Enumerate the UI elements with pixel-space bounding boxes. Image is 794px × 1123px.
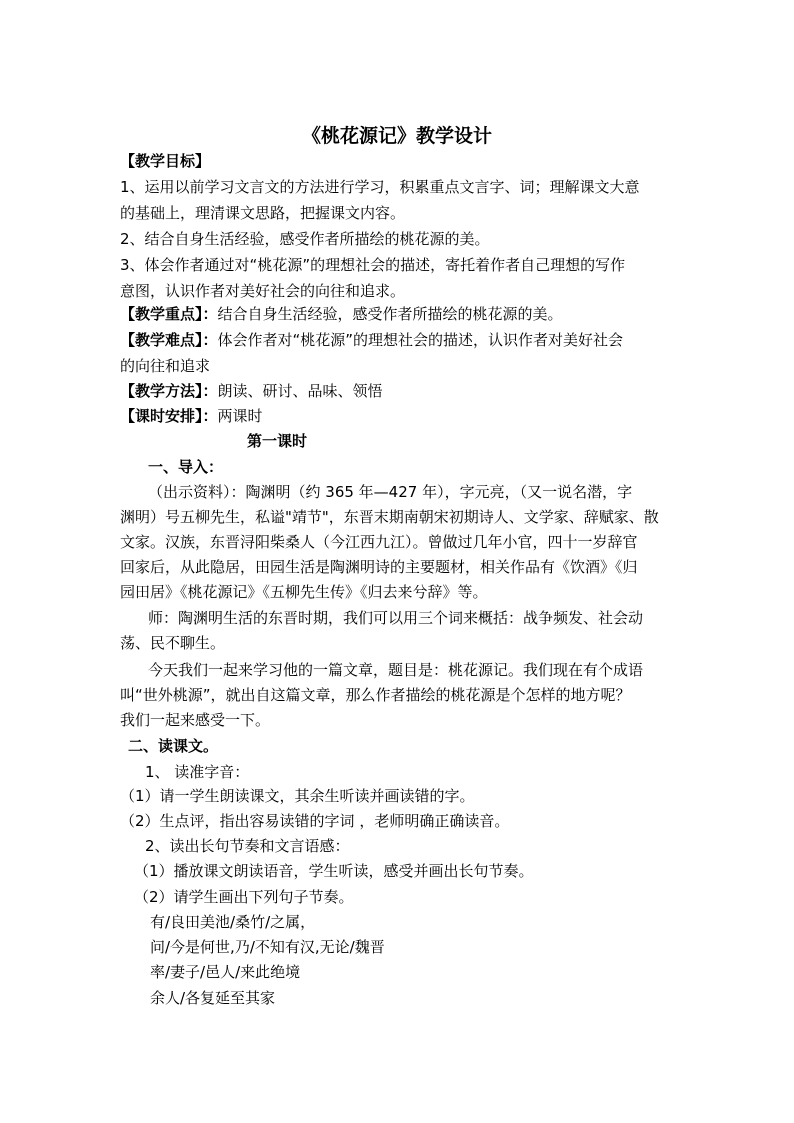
method-text: 朗读、研讨、品味、领悟 (217, 382, 383, 400)
teacher-line-2: 荡、民不聊生。 (120, 634, 226, 652)
objective-line-1: 1、运用以前学习文言文的方法进行学习，积累重点文言字、词；理解课文大意 (120, 178, 640, 196)
intro-line-3: 文家。汉族，东晋浔阳柴桑人（今江西九江）。曾做过几年小官，四十一岁辞官 (120, 533, 638, 551)
lesson-heading: 第一课时 (247, 432, 308, 450)
step-1-item-1: （1）请一学生朗读课文，其余生听读并画读错的字。 (120, 787, 475, 805)
today-line-1: 今天我们一起来学习他的一篇文章，题目是：桃花源记。我们现在有个成语 (148, 661, 644, 679)
today-line-3: 我们一起来感受一下。 (120, 711, 271, 729)
schedule-row (120, 406, 263, 426)
objective-line-3: 2、结合自身生活经验，感受作者所描绘的桃花源的美。 (120, 230, 490, 248)
intro-line-1: （出示资料）：陶渊明（约 365 年—427 年），字元亮，（又一说名潜，字 (148, 483, 633, 501)
difficulty-row (120, 330, 623, 350)
document-title: 《桃花源记》教学设计 (301, 125, 492, 147)
step-2-item-2: （2）请学生画出下列句子节奏。 (134, 888, 354, 906)
objective-line-5: 意图，认识作者对美好社会的向往和追求。 (120, 282, 406, 300)
difficulty-cont: 的向往和追求 (120, 357, 211, 375)
key-point-label: 【教学重点】： (120, 305, 218, 323)
step-2: 2、读出长句节奏和文言语感： (145, 837, 350, 855)
rhythm-line-1: 有/良田美池/桑竹/之属， (150, 913, 316, 931)
section-1-heading: 一、导入： (148, 458, 224, 476)
key-point-text: 结合自身生活经验，感受作者所描绘的桃花源的美。 (217, 305, 563, 323)
rhythm-line-2: 问/今是何世,乃/不知有汉,无论/魏晋 (150, 938, 385, 956)
objective-line-2: 的基础上，理清课文思路，把握课文内容。 (120, 204, 406, 222)
today-line-2: 叫“世外桃源”，就出自这篇文章，那么作者描绘的桃花源是个怎样的地方呢？ (120, 686, 631, 704)
key-point-row (120, 304, 563, 324)
step-2-item-1: （1）播放课文朗读语音，学生听读，感受并画出长句节奏。 (134, 862, 534, 880)
rhythm-line-4: 余人/各复延至其家 (150, 989, 276, 1007)
schedule-label: 【课时安排】： (120, 407, 218, 425)
schedule-text: 两课时 (217, 407, 263, 425)
intro-line-2: 渊明）号五柳先生，私谥"靖节"，东晋末期南朝宋初期诗人、文学家、辞赋家、散 (120, 508, 659, 526)
teacher-line-1: 师：陶渊明生活的东晋时期，我们可以用三个词来概括：战争频发、社会动 (148, 609, 644, 627)
step-1-text: 1、 读准字音： (145, 763, 250, 781)
objective-line-4: 3、体会作者通过对“桃花源”的理想社会的描述，寄托着作者自己理想的写作 (120, 256, 626, 274)
intro-line-5: 园田居》《桃花源记》《五柳先生传》《归去来兮辞》等。 (120, 583, 488, 601)
intro-line-4: 回家后，从此隐居，田园生活是陶渊明诗的主要题材，相关作品有《饮酒》《归 (120, 558, 638, 576)
step-1-item-2: （2）生点评，指出容易读错的字词 ，老师明确正确读音。 (120, 812, 510, 830)
difficulty-text: 体会作者对“桃花源”的理想社会的描述，认识作者对美好社会 (217, 331, 624, 349)
method-row (120, 381, 383, 401)
difficulty-label: 【教学难点】： (120, 331, 218, 349)
section-2-heading: 二、读课文。 (128, 737, 219, 755)
method-label: 【教学方法】： (120, 382, 218, 400)
rhythm-line-3: 率/妻子/邑人/来此绝境 (150, 963, 301, 981)
step-1 (145, 762, 249, 782)
objectives-heading: 【教学目标】 (120, 152, 211, 170)
